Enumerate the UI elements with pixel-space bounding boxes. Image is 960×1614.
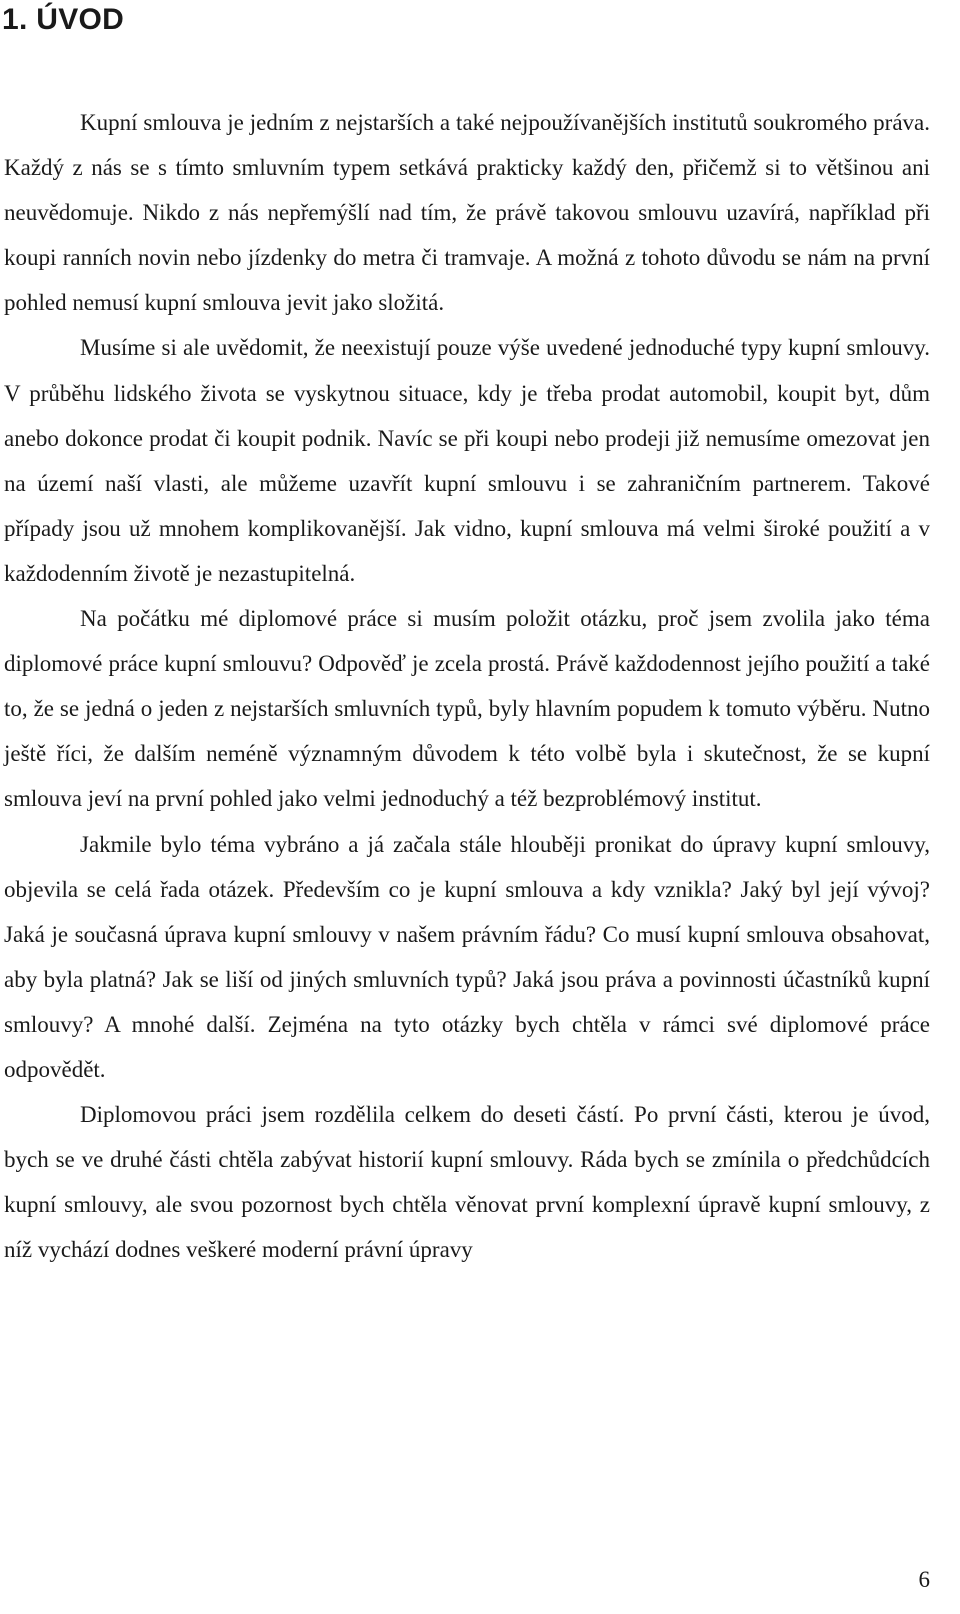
paragraph: Na počátku mé diplomové práce si musím položit otázku, proč jsem zvolila jako téma diplomové práce kupní smlouvu? Odpověď je zcela prostá. Právě každodennost jejího použití a také to, že se jedná o jeden z nejstarších smluvních typů, byly hlavním popudem k tomuto výběru. Nutno ještě říci, že dalším neméně významným důvodem k této volbě byla i skutečnost, že se kupní smlouva jeví na první pohled jako velmi jednoduchý a též bezproblémový institut.: [4, 606, 930, 812]
paragraph: Musíme si ale uvědomit, že neexistují pouze výše uvedené jednoduché typy kupní smlouvy. V průběhu lidského života se vyskytnou situace, kdy je třeba prodat automobil, koupit byt, dům anebo dokonce prodat či koupit podnik. Navíc se při koupi nebo prodeji již nemusíme omezovat jen na území naší vlasti, ale můžeme uzavřít kupní smlouvu i se zahraničním partnerem. Takové případy jsou už mnohem komplikovanější. Jak vidno, kupní smlouva má velmi široké použití a v každodenním životě je nezastupitelná.: [4, 335, 930, 586]
paragraph: Jakmile bylo téma vybráno a já začala stále hlouběji pronikat do úpravy kupní smlouvy, objevila se celá řada otázek. Především co je kupní smlouva a kdy vznikla? Jaký byl její vývoj? Jaká je současná úprava kupní smlouvy v našem právním řádu? Co musí kupní smlouva obsahovat, aby byla platná? Jak se liší od jiných smluvních typů? Jaká jsou práva a povinnosti účastníků kupní smlouvy? A mnohé další. Zejména na tyto otázky bych chtěla v rámci své diplomové práce odpovědět.: [4, 831, 930, 1082]
body-text: [4, 100, 930, 1272]
chapter-title: 1. ÚVOD: [2, 3, 125, 36]
paragraph: Diplomovou práci jsem rozdělila celkem do deseti částí. Po první části, kterou je úvod, bych se ve druhé části chtěla zabývat historií kupní smlouvy. Ráda bych se zmínila o předchůdcích kupní smlouvy, ale svou pozornost bych chtěla věnovat první komplexní úpravě kupní smlouvy, z níž vychází dodnes veškeré moderní právní úpravy: [4, 1102, 930, 1263]
page-number: 6: [918, 1567, 930, 1592]
paragraph: Kupní smlouva je jedním z nejstarších a také nejpoužívanějších institutů soukromého práva. Každý z nás se s tímto smluvním typem setkává prakticky každý den, přičemž si to většinou ani neuvědomuje. Nikdo z nás nepřemýšlí nad tím, že právě takovou smlouvu uzavírá, například při koupi ranních novin nebo jízdenky do metra či tramvaje. A možná z tohoto důvodu se nám na první pohled nemusí kupní smlouva jevit jako složitá.: [4, 110, 930, 316]
